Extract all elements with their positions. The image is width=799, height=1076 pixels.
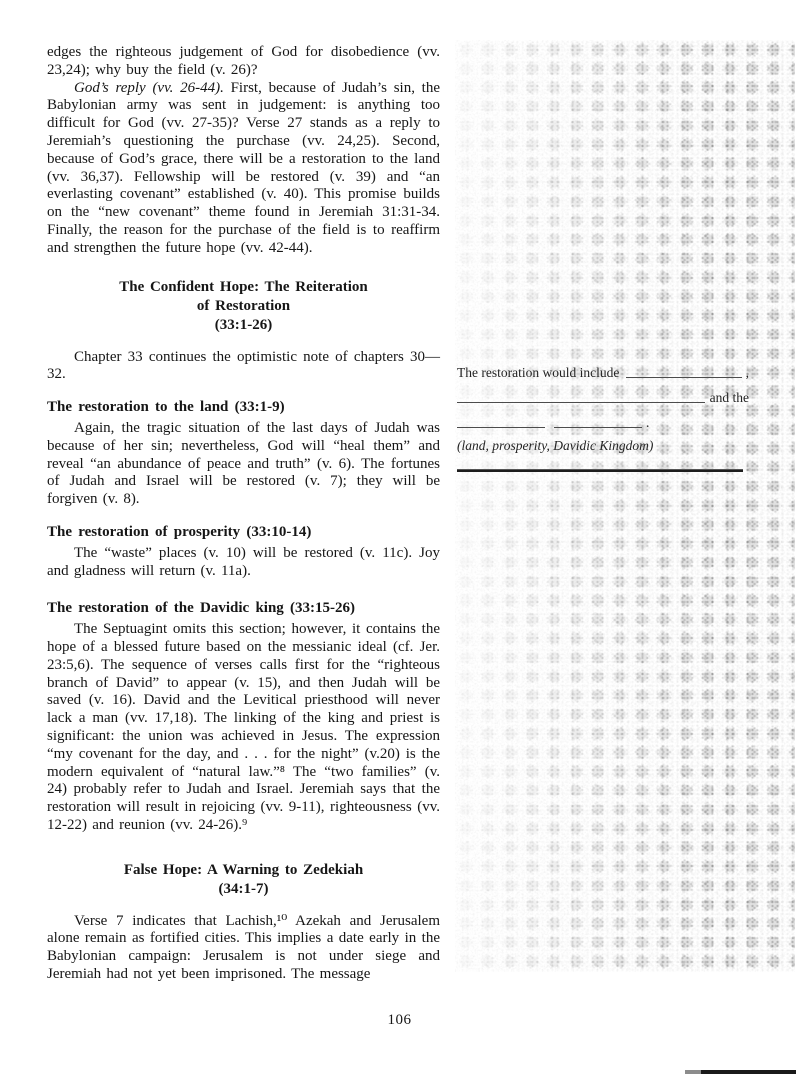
fill-in-blank-2 xyxy=(457,401,705,403)
worksheet-answer-hint: (land, prosperity, Davidic Kingdom) xyxy=(457,438,654,453)
scan-noise-column xyxy=(455,40,795,972)
restoration-land-paragraph: Again, the tragic situation of the last days of Judah was because of her sin; nevertheless, God will “heal them” and reveal “an abundance of peace and truth” (v. 6). The fortunes of Judah and Israel will be restored (v. 7); they will be forgiven (v. 8). xyxy=(47,419,440,508)
section-heading-line2: of Restoration xyxy=(196,297,291,314)
worksheet-line-3 xyxy=(457,406,749,431)
gods-reply-paragraph xyxy=(47,80,440,258)
worksheet-line2-text: and the xyxy=(709,390,749,405)
section-heading-false-hope xyxy=(47,861,440,899)
scan-edge-mark xyxy=(685,1070,796,1074)
section-heading-line1: False Hope: A Warning to Zedekiah xyxy=(123,861,364,878)
subheading-restoration-land: The restoration to the land (33:1-9) xyxy=(47,399,285,416)
worksheet-line-2 xyxy=(457,381,749,406)
worksheet-divider-rule xyxy=(457,469,743,472)
worksheet-line1-text: The restoration would include xyxy=(457,365,620,380)
paragraph-lead-italic: God’s reply (vv. 26-44). xyxy=(74,79,224,96)
section-heading-confident-hope xyxy=(47,278,440,335)
fill-in-blank-3 xyxy=(457,426,545,428)
verse-7-paragraph: Verse 7 indicates that Lachish,¹⁰ Azekah and Jerusalem alone remain as fortified cities. This implies a date early in the Babylonian campaign: Jerusalem is not under siege and Jeremiah had not yet been imprisoned. The message xyxy=(47,912,440,983)
subheading-restoration-prosperity: The restoration of prosperity (33:10-14) xyxy=(47,523,312,540)
restoration-prosperity-paragraph: The “waste” places (v. 10) will be restored (v. 11c). Joy and gladness will return (v. 11a). xyxy=(47,544,440,579)
section-heading-reference: (34:1-7) xyxy=(218,880,269,897)
main-text-column xyxy=(47,44,440,984)
worksheet-line1-punct: , xyxy=(745,365,749,380)
intro-paragraph: edges the righteous judgement of God for disobedience (vv. 23,24); why buy the field (v. 26)? xyxy=(47,44,440,78)
section-heading-line1: The Confident Hope: The Reiteration xyxy=(119,278,368,295)
fill-in-blank-1 xyxy=(626,376,741,378)
worksheet-line-1 xyxy=(457,356,749,381)
worksheet-line3-punct: . xyxy=(646,415,650,430)
fill-in-blank-4 xyxy=(554,426,642,428)
subheading-restoration-davidic-king: The restoration of the Davidic king (33:15-26) xyxy=(47,600,356,617)
worksheet-fill-in-block xyxy=(457,356,749,472)
section-heading-reference: (33:1-26) xyxy=(214,316,273,333)
paragraph-body-text: First, because of Judah’s sin, the Babylonian army was sent in judgement: is anything too difficult for God (vv. 27-35)? Verse 27 stands as a reply to Jeremiah’s questioning the purchase (vv. 24,25). Second, because of God’s grace, there will be a restoration to the land (vv. 36,37). Fellowship will be restored (v. 39) and “an everlasting covenant” established (v. 40). This promise builds on the “new covenant” theme found in Jeremiah 31:31-34. Finally, the reason for the purchase of the field is to reaffirm and strengthen the future hope (vv. 42-44). xyxy=(47,79,440,256)
page-number: 106 xyxy=(387,1012,412,1028)
davidic-king-paragraph: The Septuagint omits this section; however, it contains the hope of a blessed future based on the messianic ideal (cf. Jer. 23:5,6). The sequence of verses calls first for the “righteous branch of David” to appear (v. 15), and then Judah will be saved (v. 16). David and the Levitical priesthood will never lack a man (vv. 17,18). The linking of the king and priest is significant: the union was achieved in Jesus. The expression “my covenant for the day, and . . . for the night” (v.20) is the modern equivalent of “natural law.”⁸ The “two families” (v. 24) probably refer to Judah and Israel. Jeremiah says that the restoration will result in rejoicing (vv. 9-11), righteousness (vv. 12-22) and reunion (vv. 24-26).⁹ xyxy=(47,621,440,833)
scan-noise-texture xyxy=(455,40,795,972)
chapter-33-intro-paragraph: Chapter 33 continues the optimistic note of chapters 30—32. xyxy=(47,348,440,383)
